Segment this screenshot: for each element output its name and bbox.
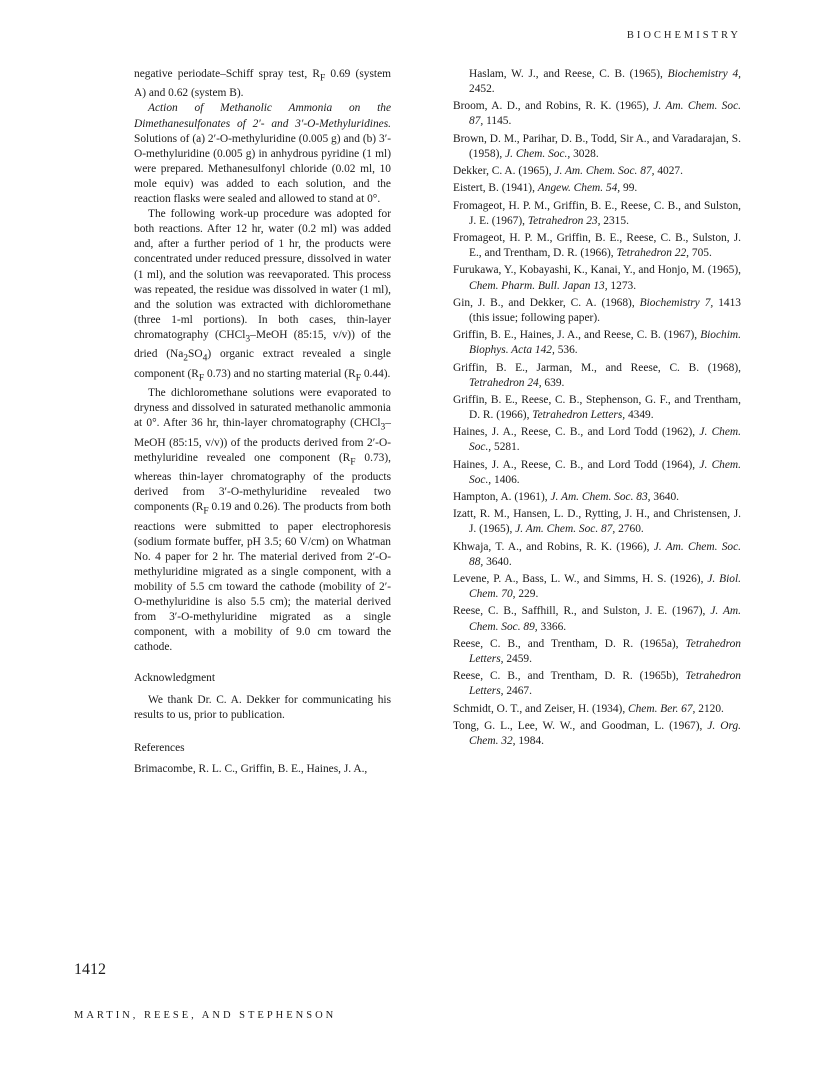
reference-entry	[453, 67, 741, 97]
reference-pages: 705.	[689, 247, 712, 260]
reference-entry	[453, 132, 741, 162]
reference-pages: 2315.	[600, 214, 629, 227]
reference-entry	[453, 199, 741, 229]
reference-authors: Eistert, B. (1941),	[453, 182, 538, 195]
reference-authors: Haines, J. A., Reese, C. B., and Lord Todd (1962),	[453, 426, 700, 439]
reference-journal: J. Am. Chem. Soc. 83,	[550, 491, 651, 504]
reference-pages: 1406.	[491, 473, 520, 486]
reference-entry	[453, 540, 741, 570]
journal-header: BIOCHEMISTRY	[626, 30, 741, 41]
reference-authors: Haines, J. A., Reese, C. B., and Lord Todd (1964),	[453, 458, 700, 471]
paragraph-workup: The following work-up procedure was adopted for both reactions. After 12 hr, water (0.2 ml) was added and, after a further period of 1 hr, the products were concentrated under reduced pressure, dissolved in water (1 ml), and the solution was reevaporated. This process was repeated, the residue was dissolved in water (1 ml), and the solution was extracted with dichloromethane (three 1-ml portions). In both cases, thin-layer chromatography (CHCl$_3$–MeOH (85:15, v/v)) of the dried $(Na_2SO_4)$ organic extract revealed a single component ($R_F$ 0.73) and no starting material ($R_F$ 0.44).	[134, 208, 391, 383]
reference-authors: Reese, C. B., and Trentham, D. R. (1965b),	[453, 670, 686, 683]
reference-authors: Schmidt, O. T., and Zeiser, H. (1934),	[453, 702, 629, 715]
reference-authors: Reese, C. B., Saffhill, R., and Sulston, J. E. (1967),	[453, 605, 711, 618]
reference-pages: 4027.	[654, 165, 683, 178]
reference-pages: 2459.	[503, 652, 532, 665]
reference-pages: 4349.	[625, 409, 654, 422]
reference-journal: J. Org. Chem. 32,	[469, 719, 742, 747]
reference-journal: Biochemistry 4,	[667, 68, 741, 80]
acknowledgment-heading: Acknowledgment	[134, 672, 215, 685]
reference-journal: J. Am. Chem. Soc. 87,	[554, 165, 655, 178]
reference-entry	[453, 604, 741, 634]
subsection-title: Action of Methanolic Ammonia on the Dimethanesulfonates of 2′- and 3′-O-Methyluridines.	[134, 102, 391, 130]
reference-pages: 229.	[515, 588, 539, 601]
reference-pages: 1273.	[607, 279, 637, 292]
reference-entry	[453, 231, 741, 261]
reference-first-line: Brimacombe, R. L. C., Griffin, B. E., Haines, J. A.,	[134, 762, 368, 775]
reference-entry	[453, 361, 741, 391]
reference-authors: Fromageot, H. P. M., Griffin, B. E., Reese, C. B., and Sulston, J. E. (1967),	[453, 199, 741, 227]
reference-journal: J. Am. Chem. Soc. 87,	[469, 100, 741, 128]
reference-entry	[453, 719, 741, 749]
reference-entry	[453, 328, 741, 358]
reference-entry	[453, 99, 741, 129]
reference-pages: 5281.	[491, 441, 520, 454]
reference-journal: Biochemistry 7,	[639, 296, 714, 309]
reference-pages: 3366.	[537, 620, 567, 633]
acknowledgment-text: We thank Dr. C. A. Dekker for communicating his results to us, prior to publication.	[134, 693, 391, 721]
references-heading: References	[134, 741, 185, 754]
reference-journal: J. Am. Chem. Soc. 89,	[469, 605, 742, 633]
reference-entry	[453, 637, 741, 667]
reference-entry	[453, 572, 741, 602]
reference-journal: Biochim. Biophys. Acta 142,	[469, 329, 741, 357]
reference-entry	[453, 181, 741, 196]
reference-authors: Khwaja, T. A., and Robins, R. K. (1966),	[453, 540, 654, 553]
reference-pages: 3640.	[483, 555, 512, 568]
page-number: 1412	[74, 961, 106, 978]
reference-authors: Dekker, C. A. (1965),	[453, 165, 555, 178]
reference-authors: Fromageot, H. P. M., Griffin, B. E., Reese, C. B., Sulston, J. E., and Trentham, D. R. (1966),	[453, 232, 741, 260]
reference-entry	[453, 507, 741, 537]
reference-journal: Angew. Chem. 54,	[537, 182, 621, 195]
reference-pages: 2760.	[615, 523, 644, 536]
reference-authors: Haslam, W. J., and Reese, C. B. (1965),	[469, 68, 668, 80]
reference-pages: 1984.	[515, 734, 544, 747]
reference-pages: 99.	[620, 182, 638, 195]
reference-journal: J. Chem. Soc.,	[469, 426, 741, 454]
reference-authors: Broom, A. D., and Robins, R. K. (1965),	[453, 100, 654, 113]
reference-entry	[453, 425, 741, 455]
reference-authors: Reese, C. B., and Trentham, D. R. (1965a),	[453, 637, 686, 650]
reference-journal: Chem. Ber. 67,	[628, 702, 696, 715]
reference-pages: 536.	[554, 344, 578, 357]
right-column	[453, 67, 741, 751]
reference-journal: Chem. Pharm. Bull. Japan 13,	[469, 279, 608, 292]
reference-entry	[453, 164, 741, 179]
reference-pages: 2120.	[695, 702, 724, 715]
running-footer-authors: MARTIN, REESE, AND STEPHENSON	[74, 1010, 337, 1021]
paragraph-rf-values: negative periodate–Schiff spray test, $R_F$ 0.69 (system A) and 0.62 (system B).	[134, 68, 391, 100]
reference-authors: Gin, J. B., and Dekker, C. A. (1968),	[453, 296, 640, 309]
reference-pages: 1413 (this issue; following paper).	[469, 296, 741, 324]
reference-journal: Tetrahedron 24,	[469, 376, 542, 389]
reference-journal: Tetrahedron Letters,	[469, 637, 741, 665]
reference-journal: J. Chem. Soc.,	[469, 458, 741, 486]
reference-authors: Brown, D. M., Parihar, D. B., Todd, Sir A., and Varadarajan, S. (1958),	[453, 132, 741, 160]
paragraph-electrophoresis: The dichloromethane solutions were evaporated to dryness and dissolved in saturated methanolic ammonia at 0°. After 36 hr, thin-layer chromatography (CHCl$_3$–MeOH (85:15, v/v)) of the products derived from 2′-O-methyluridine revealed one component ($R_F$ 0.73), whereas thin-layer chromatography of the products derived from 3′-O-methyluridine revealed two components ($R_F$ 0.19 and 0.26). The products from both reactions were submitted to paper electrophoresis (sodium formate buffer, pH 3.5; 60 V/cm) on Whatman No. 4 paper for 2 hr. The material derived from 2′-O-methyluridine migrated as a single component, with a mobility of 5.5 cm toward the cathode (mobility of 2′-O-methyluridine is also 5.5 cm); the material derived from 3′-O-methyluridine migrated as a single component, with a mobility of 9.0 cm toward the cathode.	[134, 387, 391, 654]
reference-entry	[453, 263, 741, 293]
reference-entry	[453, 458, 741, 488]
reference-entry	[453, 490, 741, 505]
reference-authors: Hampton, A. (1961),	[453, 491, 551, 504]
reference-journal: Tetrahedron Letters,	[532, 409, 626, 422]
left-column	[134, 67, 391, 777]
reference-pages: 1145.	[483, 115, 512, 128]
reference-entry	[453, 669, 741, 699]
reference-authors: Izatt, R. M., Hansen, L. D., Rytting, J. H., and Christensen, J. J. (1965),	[453, 508, 741, 536]
reference-entry	[453, 393, 741, 423]
reference-list	[453, 67, 741, 749]
reference-authors: Griffin, B. E., Jarman, M., and Reese, C. B. (1968),	[453, 361, 741, 374]
paragraph-methanolic-ammonia: Action of Methanolic Ammonia on the Dimethanesulfonates of 2′- and 3′-O-Methyluridines. Solutions of (a) 2′-O-methyluridine (0.005 g) and (b) 3′-O-methyluridine (0.005 g) in anhydrous pyridine (1 ml) were prepared. Methanesulfonyl chloride (0.02 ml, 10 mole equiv) was added to each solution, and the reaction flasks were sealed and allowed to stand at 0°.	[134, 102, 391, 206]
reference-journal: Tetrahedron 23,	[527, 214, 601, 227]
reference-journal: Tetrahedron 22,	[616, 247, 690, 260]
reference-journal: J. Chem. Soc.,	[505, 147, 571, 160]
reference-journal: J. Biol. Chem. 70,	[469, 573, 741, 601]
reference-authors: Griffin, B. E., Reese, C. B., Stephenson, G. F., and Trentham, D. R. (1966),	[453, 393, 741, 422]
reference-authors: Griffin, B. E., Haines, J. A., and Reese, C. B. (1967),	[453, 329, 701, 342]
reference-entry	[453, 702, 741, 717]
reference-pages: 3640.	[650, 491, 680, 504]
reference-pages: 2452.	[469, 83, 495, 96]
reference-entry	[453, 296, 741, 326]
reference-journal: J. Am. Chem. Soc. 88,	[469, 540, 741, 568]
reference-authors: Furukawa, Y., Kobayashi, K., Kanai, Y., and Honjo, M. (1965),	[453, 264, 741, 277]
reference-pages: 2467.	[503, 685, 532, 698]
reference-pages: 639.	[541, 376, 565, 389]
reference-journal: J. Am. Chem. Soc. 87,	[515, 523, 616, 536]
reference-authors: Tong, G. L., Lee, W. W., and Goodman, L. (1967),	[453, 719, 708, 732]
reference-journal: Tetrahedron Letters,	[469, 670, 741, 698]
reference-authors: Levene, P. A., Bass, L. W., and Simms, H. S. (1926),	[453, 573, 708, 586]
reference-pages: 3028.	[570, 147, 599, 160]
